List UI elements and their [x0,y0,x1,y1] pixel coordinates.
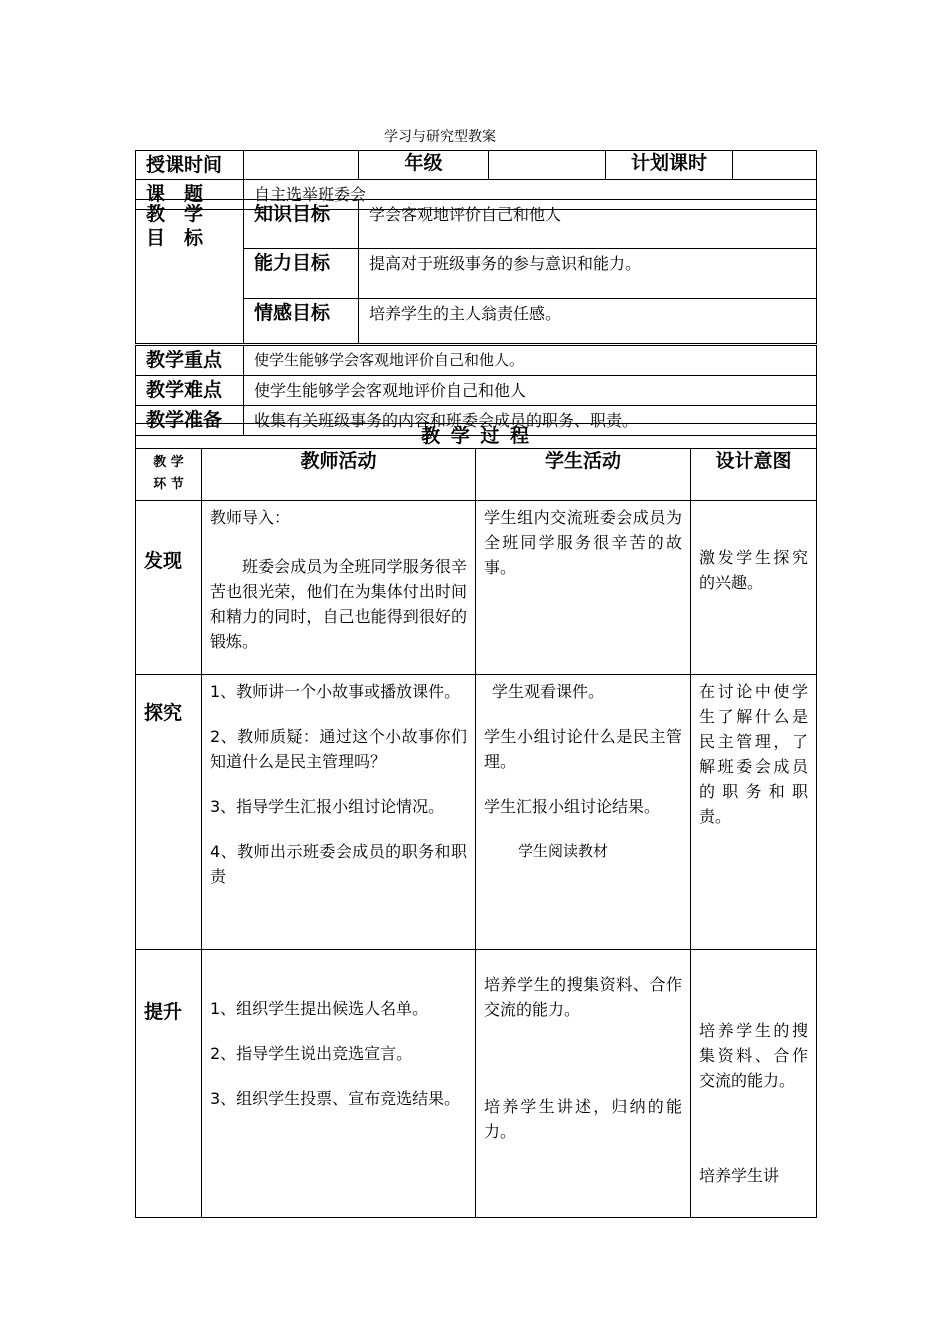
teacher-activity-cell [202,675,476,950]
teacher-activity-cell [202,501,476,675]
teacher-activity-text: 教师导入： [210,508,291,527]
table-row [136,675,817,950]
prep-label: 教学准备 [136,406,244,436]
teacher-activity-text: 3、组织学生投票、宣布竞选结果。 [210,1089,461,1108]
student-activity-text: 培养学生的搜集资料、合作交流的能力。 [484,975,682,1019]
teacher-activity-cell [202,950,476,1218]
student-activity-text: 学生汇报小组讨论结果。 [484,797,661,816]
teacher-activity-text: 4、教师出示班委会成员的职务和职责 [210,842,467,886]
teacher-activity-text: 班委会成员为全班同学服务很辛苦也很光荣，他们在为集体付出时间和精力的同时，自己也能得到很好的锻炼。 [210,557,467,651]
emotion-label: 情感目标 [244,299,359,344]
process-title: 教 学 过 程 [136,424,817,449]
teacher-activity-text: 2、指导学生说出竞选宣言。 [210,1044,413,1063]
stage-header-line2: 环 节 [153,477,184,492]
student-activity-cell [476,501,691,675]
process-table [135,423,817,1218]
student-activity-text: 学生组内交流班委会成员为全班同学服务很辛苦的故事。 [484,508,682,577]
prep-value: 收集有关班级事务的内容和班委会成员的职务、职责。 [244,406,817,436]
teacher-column-header: 教师活动 [202,449,476,501]
hours-label: 计划课时 [606,151,733,180]
key-point-label: 教学重点 [136,346,244,376]
table-row [136,950,817,1218]
key-point-value: 使学生能够学会客观地评价自己和他人。 [244,346,817,376]
intent-column-header: 设计意图 [691,449,817,501]
ability-value: 提高对于班级事务的参与意识和能力。 [359,249,817,299]
topic-label: 课 题 [136,180,244,210]
student-activity-cell [476,675,691,950]
stage-column-header [136,449,202,501]
teacher-activity-text: 1、组织学生提出候选人名单。 [210,999,429,1018]
design-intent-text: 培养学生讲 [699,1166,780,1185]
stage-cell: 发现 [136,501,202,675]
objectives-label-line1: 教 学 [146,203,204,225]
document-title: 学习与研究型教案 [384,129,496,145]
difficulty-value: 使学生能够学会客观地评价自己和他人 [244,376,817,406]
student-activity-text: 学生小组讨论什么是民主管理。 [484,727,682,771]
topic-value: 自主选举班委会 [244,180,817,210]
design-intent-cell [691,950,817,1218]
objectives-table [135,199,817,344]
student-column-header: 学生活动 [476,449,691,501]
stage-cell: 提升 [136,950,202,1218]
emotion-value: 培养学生的主人翁责任感。 [359,299,817,344]
hours-value [733,151,817,180]
table-row [136,501,817,675]
student-activity-cell [476,950,691,1218]
teacher-activity-text: 2、教师质疑：通过这个小故事你们知道什么是民主管理吗？ [210,727,467,771]
ability-label: 能力目标 [244,249,359,299]
grade-label: 年级 [359,151,489,180]
student-activity-text: 学生观看课件。 [492,682,605,701]
design-intent-text: 在讨论中使学生了解什么是民主管理，了解班委会成员的职务和职责。 [699,682,809,826]
student-activity-text: 学生阅读教材 [518,842,609,860]
design-intent-text: 培养学生的搜集资料、合作交流的能力。 [699,1021,809,1090]
stage-header-line1: 教 学 [153,455,184,470]
student-activity-text: 培养学生讲述，归纳的能力。 [484,1097,682,1141]
design-intent-cell [691,501,817,675]
stage-cell: 探究 [136,675,202,950]
design-intent-text: 激发学生探究的兴趣。 [699,548,809,592]
objectives-label [136,200,244,344]
grade-value [489,151,606,180]
teacher-activity-text: 3、指导学生汇报小组讨论情况。 [210,797,445,816]
knowledge-label: 知识目标 [244,200,359,249]
knowledge-value: 学会客观地评价自己和他人 [359,200,817,249]
time-value [244,151,359,180]
difficulty-label: 教学难点 [136,376,244,406]
teacher-activity-text: 1、教师讲一个小故事或播放课件。 [210,682,461,701]
time-label: 授课时间 [136,151,244,180]
design-intent-cell [691,675,817,950]
objectives-label-line2: 目 标 [146,227,204,249]
